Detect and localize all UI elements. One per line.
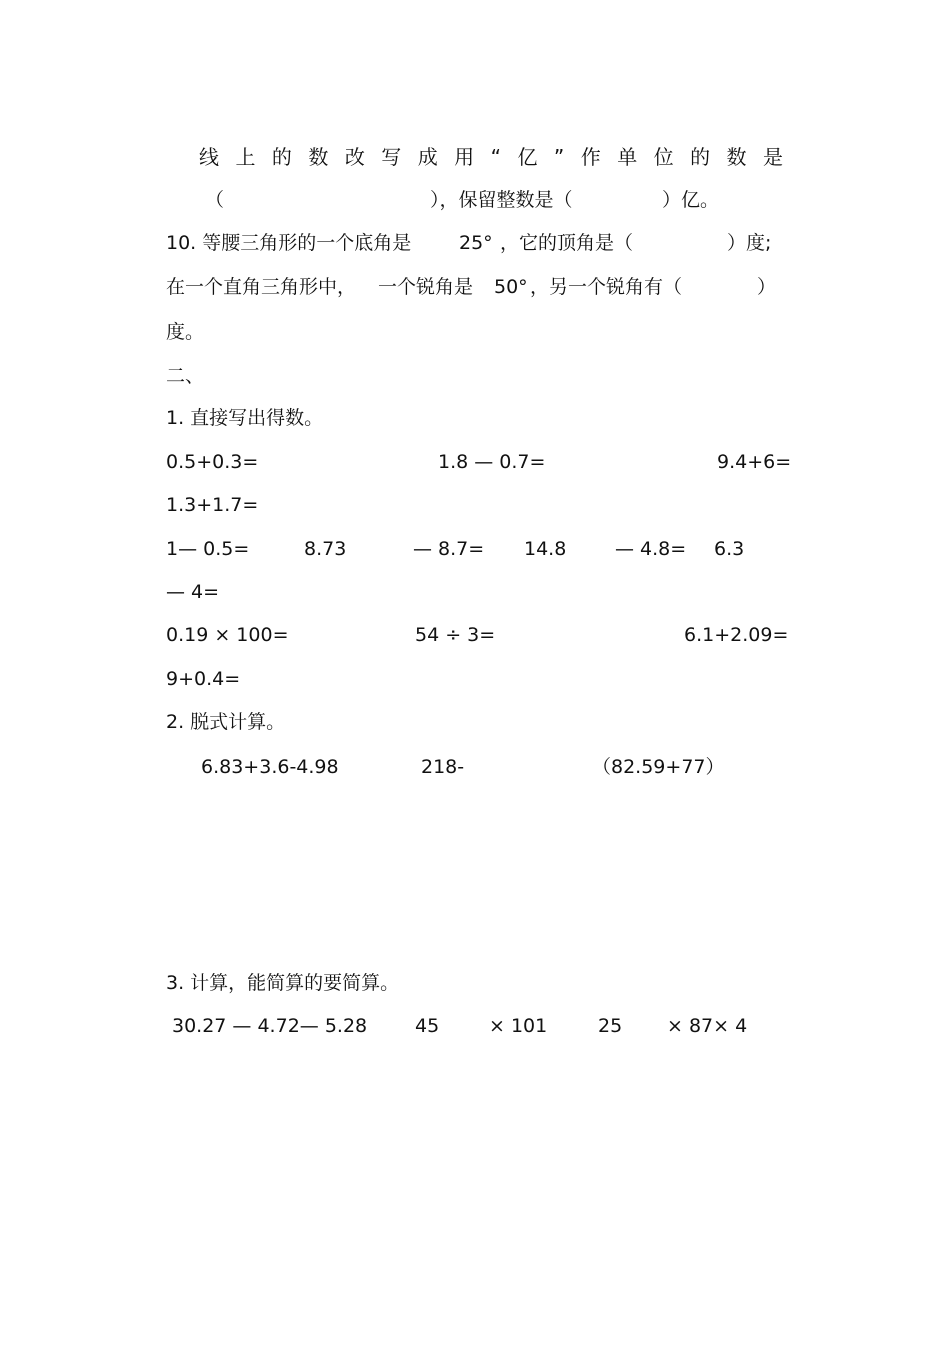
q2-expr: 218-: [421, 756, 465, 778]
q10-angle-50: 50°: [494, 276, 528, 298]
q9-char: 线: [199, 145, 219, 169]
calc-item: — 4=: [166, 581, 220, 603]
q3-expr: × 101: [489, 1015, 548, 1037]
q3-expr: 25: [598, 1015, 623, 1037]
q9-char: 作: [580, 145, 601, 169]
calc-item: 1.8 — 0.7=: [438, 451, 546, 473]
calc-item: 9+0.4=: [166, 668, 241, 690]
calc-item: 1— 0.5=: [166, 538, 250, 560]
q9-unit-end: ）亿。: [662, 189, 720, 211]
q9-char: 用: [454, 145, 475, 169]
q10-angle-25: 25°: [459, 232, 493, 254]
q9-open-paren: （: [205, 189, 225, 211]
q1-title: 1. 直接写出得数。: [166, 407, 324, 429]
q9-char: 是: [763, 145, 783, 169]
q9-char: 数: [308, 145, 329, 169]
q9-char: 位: [653, 145, 674, 169]
calc-item: — 8.7=: [413, 538, 485, 560]
calc-item: — 4.8=: [615, 538, 687, 560]
q2-title: 2. 脱式计算。: [166, 711, 286, 733]
q9-char: 数: [726, 145, 747, 169]
calc-item: 54 ÷ 3=: [415, 624, 496, 646]
q9-char: 单: [617, 145, 638, 169]
calc-item: 6.3: [714, 538, 745, 560]
q3-expr: × 87× 4: [667, 1015, 748, 1037]
q10-text-c: ）度;: [727, 232, 772, 254]
q3-expr: 30.27 — 4.72— 5.28: [172, 1015, 368, 1037]
q9-round-prompt: ），保留整数是（: [430, 189, 573, 211]
calc-item: 9.4+6=: [717, 451, 792, 473]
q10-text-a: 10. 等腰三角形的一个底角是: [166, 232, 412, 254]
q9-char: 改: [344, 145, 365, 169]
q9-line1: [199, 145, 783, 169]
q10-text-b: ，它的顶角是（: [500, 232, 634, 254]
q3-title: 3. 计算，能简算的要简算。: [166, 972, 400, 994]
q9-char: ”: [553, 145, 565, 169]
q9-char: “: [490, 145, 501, 169]
q10-line2-a: 在一个直角三角形中，: [166, 276, 357, 298]
q9-char: 成: [417, 145, 438, 169]
q10-line3: 度。: [166, 321, 205, 343]
q10-line2-e: ）: [757, 276, 777, 298]
q3-expr: 45: [415, 1015, 440, 1037]
calc-item: 0.19 × 100=: [166, 624, 289, 646]
q2-expr: （82.59+77）: [592, 756, 725, 778]
q2-expr: 6.83+3.6-4.98: [201, 756, 339, 778]
section-heading: 二、: [166, 365, 205, 387]
q9-char: 写: [381, 145, 402, 169]
q9-char: 的: [690, 145, 711, 169]
q9-char: 亿: [517, 145, 538, 169]
calc-item: 14.8: [524, 538, 567, 560]
q9-char: 的: [271, 145, 292, 169]
calc-item: 8.73: [304, 538, 347, 560]
q10-line2-b: 一个锐角是: [378, 276, 474, 298]
q10-line2-d: ，另一个锐角有（: [530, 276, 683, 298]
calc-item: 1.3+1.7=: [166, 494, 259, 516]
calc-item: 0.5+0.3=: [166, 451, 259, 473]
q9-char: 上: [235, 145, 256, 169]
calc-item: 6.1+2.09=: [684, 624, 789, 646]
